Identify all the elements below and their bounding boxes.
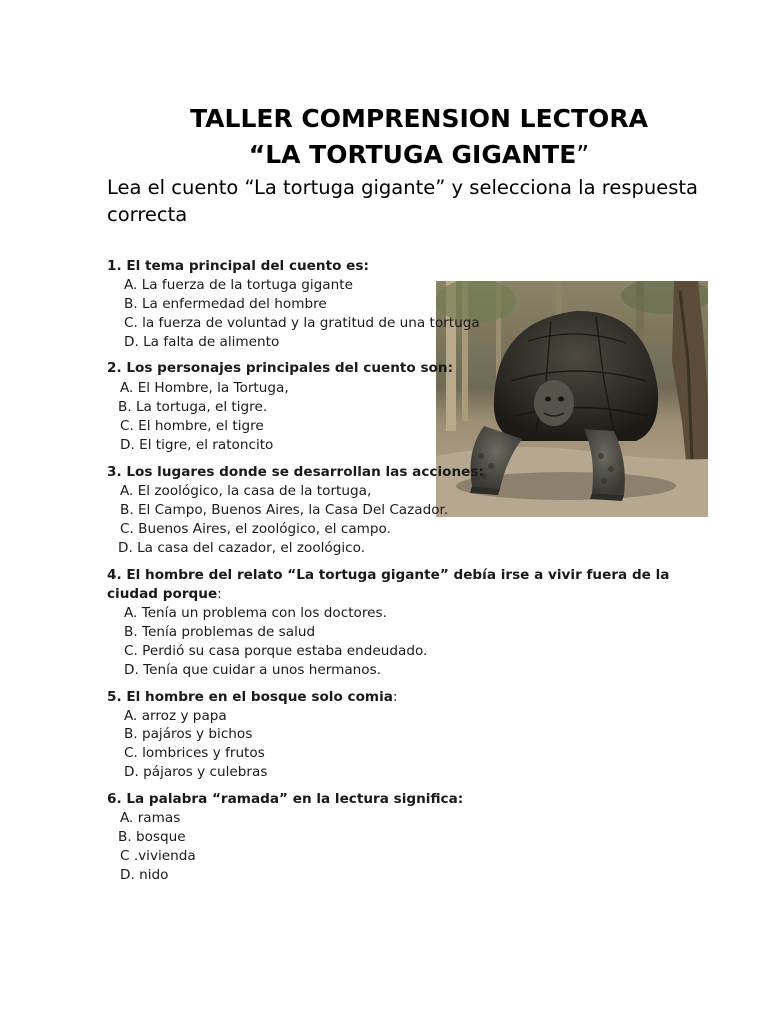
question-4-colon: : <box>217 586 222 602</box>
document-title: TALLER COMPRENSION LECTORA <box>190 104 648 133</box>
question-4 <box>107 566 707 604</box>
question-5-option-b: B. pajáros y bichos <box>124 726 253 742</box>
question-3-option-b: B. El Campo, Buenos Aires, la Casa Del Cazador. <box>120 502 449 518</box>
question-4-text: 4. El hombre del relato “La tortuga gigante” debía irse a vivir fuera de la ciudad porque <box>107 567 670 602</box>
document-subtitle <box>0 140 768 169</box>
question-4-option-d: D. Tenía que cuidar a unos hermanos. <box>124 662 382 678</box>
question-1: 1. El tema principal del cuento es: <box>107 258 369 274</box>
question-4-option-a: A. Tenía un problema con los doctores. <box>124 605 387 621</box>
question-2-option-a: A. El Hombre, la Tortuga, <box>120 380 289 396</box>
question-2-option-b: B. La tortuga, el tigre. <box>118 399 268 415</box>
question-3-option-d: D. La casa del cazador, el zoológico. <box>118 540 366 556</box>
question-3-option-c: C. Buenos Aires, el zoológico, el campo. <box>120 521 391 537</box>
question-6-option-a: A. ramas <box>120 810 181 826</box>
question-1-option-b: B. La enfermedad del hombre <box>124 296 327 312</box>
subtitle-text: “LA TORTUGA GIGANTE <box>248 140 577 169</box>
question-5-option-a: A. arroz y papa <box>124 708 227 724</box>
subtitle-close-quote: ” <box>576 140 590 169</box>
question-5-option-c: C. lombrices y frutos <box>124 745 265 761</box>
question-4-option-c: C. Perdió su casa porque estaba endeudado. <box>124 643 428 659</box>
question-5 <box>107 688 707 707</box>
question-5-colon: : <box>392 689 398 705</box>
question-4-option-b: B. Tenía problemas de salud <box>124 624 316 640</box>
question-6-option-c: C .vivienda <box>120 848 196 864</box>
question-6-option-b: B. bosque <box>118 829 186 845</box>
question-2: 2. Los personajes principales del cuento son: <box>107 360 454 376</box>
question-3: 3. Los lugares donde se desarrollan las acciones: <box>107 464 484 480</box>
question-1-option-c: C. la fuerza de voluntad y la gratitud de una tortuga <box>124 315 480 331</box>
question-5-option-d: D. pájaros y culebras <box>124 764 268 780</box>
question-2-option-d: D. El tigre, el ratoncito <box>120 437 274 453</box>
instructions: Lea el cuento “La tortuga gigante” y selecciona la respuesta correcta <box>107 176 698 226</box>
question-2-option-c: C. El hombre, el tigre <box>120 418 264 434</box>
question-3-option-a: A. El zoológico, la casa de la tortuga, <box>120 483 372 499</box>
question-6: 6. La palabra “ramada” en la lectura significa: <box>107 791 464 807</box>
question-1-option-d: D. La falta de alimento <box>124 334 280 350</box>
question-5-text: 5. El hombre en el bosque solo comia <box>107 689 393 705</box>
question-6-option-d: D. nido <box>120 867 169 883</box>
question-1-option-a: A. La fuerza de la tortuga gigante <box>124 277 353 293</box>
